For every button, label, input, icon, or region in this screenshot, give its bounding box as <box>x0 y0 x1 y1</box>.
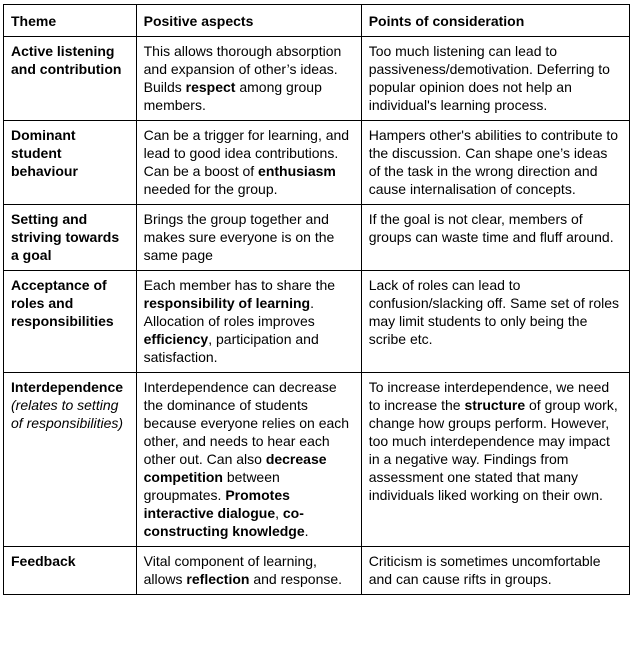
theme-cell <box>4 373 137 547</box>
cell-text: . <box>304 523 309 539</box>
theme-cell <box>4 547 137 595</box>
positive-cell <box>136 373 361 547</box>
cell-text: of group work, change how groups perform. However, too much interdependence may impact in a negative way. Findings from assessment one stated that many individuals liked working on their own. <box>368 397 618 503</box>
theme-cell <box>4 37 137 121</box>
cell-text: Lack of roles can lead to confusion/slacking off. Same set of roles may limit students to only being the scribe etc. <box>368 277 620 347</box>
cell-text: Too much listening can lead to passiveness/demotivation. Deferring to popular opinion does not help an individual's learning process. <box>368 43 610 113</box>
cell-text: To increase interdependence, we need to increase the <box>368 379 610 413</box>
cell-text: Interdependence can decrease the dominance of students because everyone relies on each other, and needs to hear each other out. Can also <box>143 379 350 467</box>
theme-label: Feedback <box>11 553 76 569</box>
cell-text: . Allocation of roles improves <box>143 295 315 329</box>
emphasis-text: enthusiasm <box>258 163 336 179</box>
cell-text: Hampers other's abilities to contribute to the discussion. Can shape one’s ideas of the task in the wrong direction and cause internalisation of concepts. <box>368 127 619 197</box>
cell-text: Vital component of learning, allows <box>143 553 317 587</box>
theme-cell <box>4 271 137 373</box>
table-row <box>4 37 630 121</box>
positive-cell <box>136 271 361 373</box>
cell-text: among group members. <box>143 79 322 113</box>
emphasis-text: reflection <box>186 571 250 587</box>
table-row <box>4 547 630 595</box>
table-row <box>4 271 630 373</box>
emphasis-text: structure <box>464 397 526 413</box>
theme-cell <box>4 205 137 271</box>
emphasis-text: efficiency <box>143 331 209 347</box>
header-points-of-consideration: Points of consideration <box>361 5 629 37</box>
cell-text: If the goal is not clear, members of groups can waste time and fluff around. <box>368 211 614 245</box>
cell-text: Can be a trigger for learning, and lead to good idea contributions. Can be a boost of <box>143 127 350 179</box>
consideration-cell <box>361 547 629 595</box>
cell-text: This allows thorough absorption and expansion of other’s ideas. Builds <box>143 43 342 95</box>
positive-cell <box>136 37 361 121</box>
emphasis-text: responsibility of learning <box>143 295 311 311</box>
positive-cell <box>136 205 361 271</box>
header-positive-aspects: Positive aspects <box>136 5 361 37</box>
theme-label: Dominant student behaviour <box>11 127 78 179</box>
cell-text: needed for the group. <box>143 181 278 197</box>
emphasis-text: respect <box>185 79 236 95</box>
theme-label: Interdependence <box>11 379 124 395</box>
positive-cell <box>136 121 361 205</box>
table-row <box>4 121 630 205</box>
cell-text: and response. <box>249 571 343 587</box>
cell-text: Criticism is sometimes uncomfortable and can cause rifts in groups. <box>368 553 601 587</box>
theme-label: Setting and striving towards a goal <box>11 211 120 263</box>
emphasis-text: co-constructing knowledge <box>143 505 305 539</box>
cell-text: Each member has to share the <box>143 277 336 293</box>
table-body <box>4 37 630 595</box>
cell-text: , participation and satisfaction. <box>143 331 319 365</box>
theme-note: (relates to setting of responsibilities) <box>11 397 124 431</box>
themes-table <box>3 4 630 595</box>
theme-label: Active listening and contribution <box>11 43 122 77</box>
cell-text: , <box>275 505 283 521</box>
theme-cell <box>4 121 137 205</box>
consideration-cell <box>361 121 629 205</box>
consideration-cell <box>361 271 629 373</box>
consideration-cell <box>361 37 629 121</box>
table-row <box>4 373 630 547</box>
header-row <box>4 5 630 37</box>
positive-cell <box>136 547 361 595</box>
emphasis-text: decrease competition <box>143 451 327 485</box>
table-row <box>4 205 630 271</box>
cell-text: between groupmates. <box>143 469 280 503</box>
header-theme: Theme <box>4 5 137 37</box>
theme-label: Acceptance of roles and responsibilities <box>11 277 114 329</box>
consideration-cell <box>361 373 629 547</box>
consideration-cell <box>361 205 629 271</box>
cell-text: Brings the group together and makes sure everyone is on the same page <box>143 211 335 263</box>
emphasis-text: Promotes interactive dialogue <box>143 487 290 521</box>
